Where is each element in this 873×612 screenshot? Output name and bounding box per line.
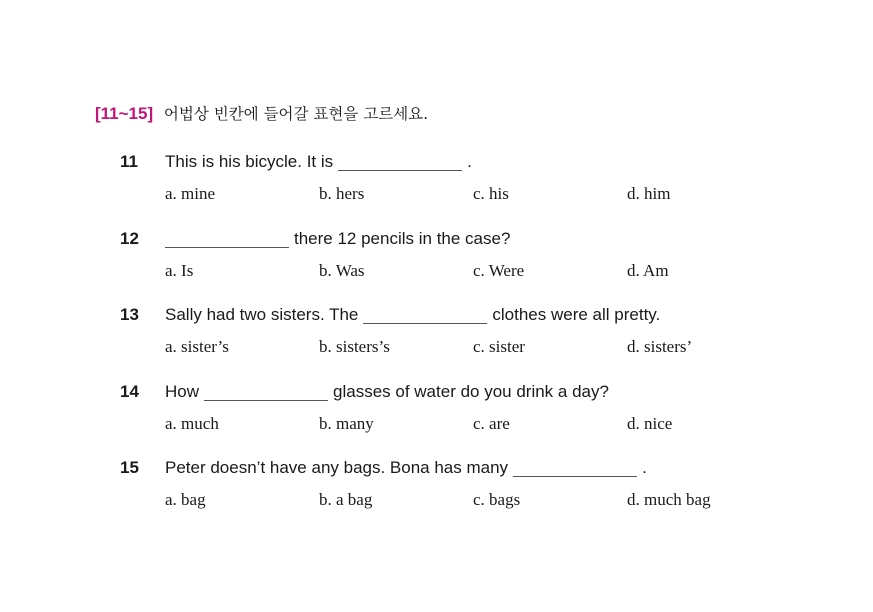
question-number: 12 — [120, 229, 139, 248]
option-b[interactable]: b. sisters’s — [319, 337, 390, 356]
option-a[interactable]: a. mine — [165, 184, 216, 203]
option-a[interactable]: a. Is — [165, 261, 194, 280]
stem-after-blank: . — [467, 152, 472, 171]
question-number: 14 — [120, 382, 139, 401]
question-15 — [0, 458, 873, 518]
answer-blank[interactable] — [513, 458, 637, 477]
answer-blank[interactable] — [165, 229, 289, 248]
option-d[interactable]: d. much bag — [627, 490, 711, 509]
answer-options — [0, 261, 873, 283]
answer-blank[interactable] — [338, 152, 462, 171]
question-number: 13 — [120, 305, 139, 324]
stem-after-blank: glasses of water do you drink a day? — [333, 382, 609, 401]
answer-options — [0, 414, 873, 436]
question-number: 15 — [120, 458, 139, 477]
question-11 — [0, 152, 873, 212]
stem-before-blank: Peter doesn’t have any bags. Bona has many — [165, 458, 509, 477]
stem-before-blank: Sally had two sisters. The — [165, 305, 359, 324]
stem-before-blank: This is his bicycle. It is — [165, 152, 334, 171]
question-13 — [0, 305, 873, 365]
option-c[interactable]: c. sister — [473, 337, 525, 356]
option-a[interactable]: a. sister’s — [165, 337, 229, 356]
answer-options — [0, 184, 873, 206]
option-d[interactable]: d. him — [627, 184, 671, 203]
answer-blank[interactable] — [363, 305, 487, 324]
answer-options — [0, 337, 873, 359]
option-d[interactable]: d. nice — [627, 414, 673, 433]
option-d[interactable]: d. sisters’ — [627, 337, 693, 356]
option-b[interactable]: b. many — [319, 414, 374, 433]
stem-before-blank: How — [165, 382, 200, 401]
option-c[interactable]: c. bags — [473, 490, 521, 509]
question-stem — [165, 382, 609, 402]
question-stem — [165, 152, 472, 172]
stem-after-blank: there 12 pencils in the case? — [294, 229, 511, 248]
instruction-text: 어법상 빈칸에 들어갈 표현을 고르세요. — [163, 105, 429, 123]
option-a[interactable]: a. much — [165, 414, 219, 433]
option-b[interactable]: b. a bag — [319, 490, 373, 509]
question-stem — [165, 229, 510, 249]
option-c[interactable]: c. his — [473, 184, 509, 203]
question-range: [11~15] — [95, 104, 154, 123]
option-c[interactable]: c. Were — [473, 261, 525, 280]
question-stem — [165, 458, 647, 478]
answer-blank[interactable] — [204, 382, 328, 401]
stem-after-blank: clothes were all pretty. — [492, 305, 661, 324]
question-number: 11 — [120, 152, 138, 171]
option-b[interactable]: b. Was — [319, 261, 365, 280]
question-12 — [0, 229, 873, 289]
question-14 — [0, 382, 873, 442]
option-a[interactable]: a. bag — [165, 490, 206, 509]
section-header — [95, 102, 428, 124]
answer-options — [0, 490, 873, 512]
option-b[interactable]: b. hers — [319, 184, 365, 203]
question-stem — [165, 305, 660, 325]
stem-after-blank: . — [642, 458, 647, 477]
option-d[interactable]: d. Am — [627, 261, 669, 280]
option-c[interactable]: c. are — [473, 414, 510, 433]
